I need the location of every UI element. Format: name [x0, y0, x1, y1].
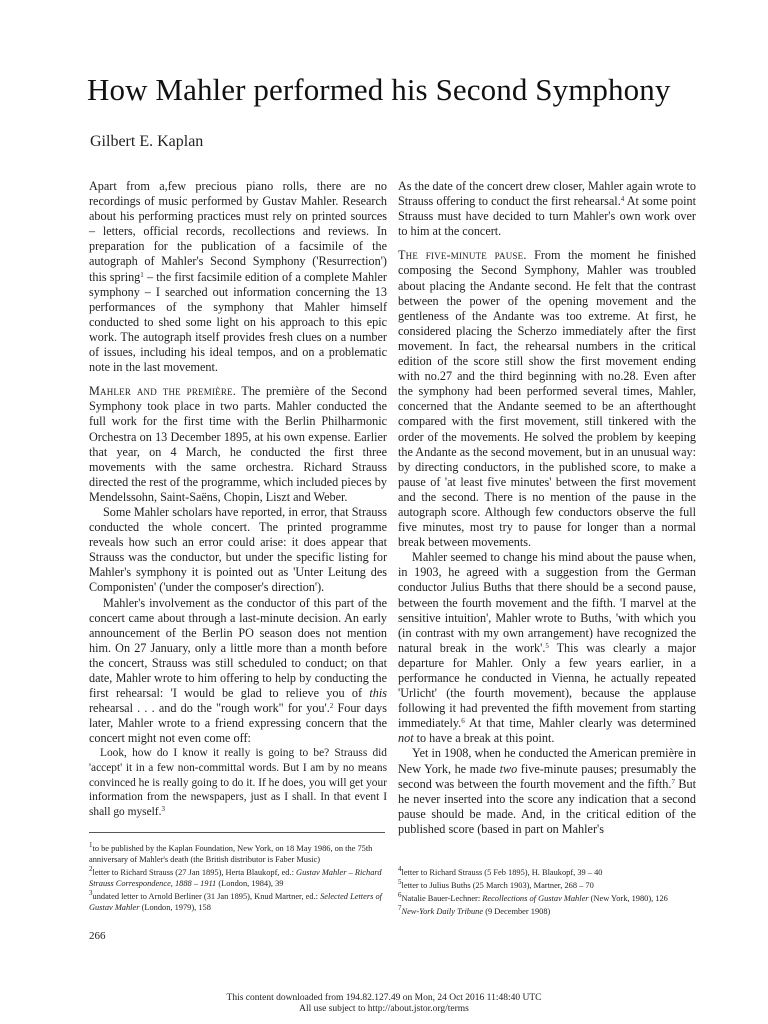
body-paragraph: Yet in 1908, when he conducted the American première in New York, he made two five-minute pauses; presumably the second was between the fourth movement and the fifth.$^7$ But he never inserted into the score any indication that a second pause should be made. And, in the critical edition of the published score (based in part on Mahler's: [398, 746, 696, 836]
body-paragraph: As the date of the concert drew closer, Mahler again wrote to Strauss offering to conduct the first rehearsal.$^4$ At some point Strauss must have decided to turn Mahler's own work over to him at the concert.: [398, 179, 696, 239]
footnote: $^7$New-York Daily Tribune (9 December 1908): [398, 904, 551, 916]
section-premiere-paragraph: Mahler and the première. The première of the Second Symphony took place in two parts. Mahler conducted the full work for the first time with the Berlin Philharmonic Orchestra on 13 December 1895, at his own expense. Earlier that year, on 4 March, he conducted the first three movements with the same orchestra. Richard Strauss directed the rest of the programme, which included pieces by Mendelssohn, Saint-Saëns, Chopin, Liszt and Weber.: [89, 384, 387, 504]
intro-paragraph: Apart from a,few precious piano rolls, there are no recordings of music performed by Gustav Mahler. Research about his performing practices must rely on printed sources – letters, official records, recollections and reviews. In preparation for the publication of a facsimile of the autograph of Mahler's Second Symphony ('Resurrection') this spring$^1$ – the first facsimile edition of a complete Mahler symphony – I searched out information concerning the 13 performances of the symphony that Mahler himself conducted to shed some light on his approach to this epic work. The autograph itself provides fresh clues on a number of issues, including his ideal tempos, and on a problematic note in the last movement.: [89, 179, 387, 375]
footnote: $^3$undated letter to Arnold Berliner (31 Jan 1895), Knud Martner, ed.: Selected Letters of Gustav Mahler (London, 1979), 158: [89, 889, 382, 912]
body-paragraph: Mahler seemed to change his mind about the pause when, in 1903, he agreed with a suggestion from the German conductor Julius Buths that there should be a second pause, between the fourth movement and the fifth. 'I marvel at the sensitive intuition', Mahler wrote to Buths, 'with which you (in contrast with my own arrangement) have recognized the natural break in the work'.$^5$ This was clearly a major departure for Mahler. Only a few years earlier, in a performance he conducted in Vienna, he actually repeated 'Urlicht' (the fourth movement), because the applause following it had prevented the fifth movement from starting immediately.$^6$ At that time, Mahler clearly was determined not to have a break at this point.: [398, 550, 697, 746]
footnote: $^6$Natalie Bauer-Lechner: Recollections of Gustav Mahler (New York, 1980), 126: [398, 891, 668, 903]
block-quote: Look, how do I know it really is going to be? Strauss did 'accept' it in a few non-committal words. But I am by no means convinced he is really going to do it. If he does, you will get your information from the newspapers, just as I shall. In that event I shall go myself.$^3$: [89, 747, 387, 818]
jstor-download-notice: [0, 993, 768, 1015]
footnote: $^4$letter to Richard Strauss (5 Feb 1895), H. Blaukopf, 39 – 40: [398, 865, 603, 877]
footnotes-right: [398, 867, 698, 919]
section-heading: Mahler and the première.: [89, 384, 236, 399]
footnote-rule: [89, 832, 385, 833]
jstor-download-line: This content downloaded from 194.82.127.49 on Mon, 24 Oct 2016 11:48:40 UTC: [226, 993, 542, 1003]
footnote: $^5$letter to Julius Buths (25 March 1903), Martner, 268 – 70: [398, 878, 594, 890]
right-column: [398, 179, 696, 837]
section-heading: The five-minute pause.: [398, 248, 527, 263]
article-title: How Mahler performed his Second Symphony: [87, 72, 671, 107]
section-pause-paragraph: The five-minute pause. From the moment he finished composing the Second Symphony, Mahler was troubled about placing the Andante second. He felt that the contrast between the power of the opening movement and the gentleness of the Andante was too extreme. At first, he considered placing the Scherzo immediately after the first movement. In fact, the rehearsal numbers in the critical edition of the score still show the first movement ending with no.27 and the third beginning with no.28. Even after the symphony had been performed several times, Mahler, concerned that the Andante seemed to be an afterthought compared with the first movement, still tinkered with the order of the movements. He solved the problem by keeping the Andante as the second movement, but in an unusual way: by directing conductors, in the published score, to make a pause of 'at least five minutes' between the first movement and the second. There is no mention of the pause in the autograph score. Although few conductors observe the full five minutes, most try to pause for longer than a normal break between movements.: [398, 248, 697, 550]
page-number: 266: [89, 930, 106, 942]
footnote: $^1$to be published by the Kaplan Foundation, New York, on 18 May 1986, on the 75th anniversary of Mahler's death (the British distributor is Faber Music): [89, 841, 373, 864]
body-paragraph: Mahler's involvement as the conductor of this part of the concert came about through a last-minute decision. An early announcement of the Berlin PO season does not mention him. On 27 January, only a little more than a month before the concert, Strauss was still scheduled to conduct; on that date, Mahler wrote to him offering to help by conducting the first rehearsal: 'I would be glad to relieve you of this rehearsal . . . and do the "rough work" for you'.$^2$ Four days later, Mahler wrote to a friend expressing concern that the concert might not even come off:: [89, 595, 387, 746]
footnotes-left: [89, 843, 389, 915]
body-paragraph: Some Mahler scholars have reported, in error, that Strauss conducted the whole concert. The printed programme reveals how such an error could arise: it does appear that Strauss was the conductor, but under the specific listing for Mahler's symphony it is pointed out as 'Unter Leitung des Componisten' ('under the composer's direction').: [89, 504, 387, 595]
jstor-terms-line: All use subject to http://about.jstor.org/terms: [299, 1004, 469, 1014]
left-column: [89, 179, 387, 819]
author-name: Gilbert E. Kaplan: [90, 133, 204, 150]
footnote: $^2$letter to Richard Strauss (27 Jan 1895), Herta Blaukopf, ed.: Gustav Mahler – Richard Strauss Correspondence, 1888 – 1911 (London, 1984), 39: [89, 865, 382, 888]
